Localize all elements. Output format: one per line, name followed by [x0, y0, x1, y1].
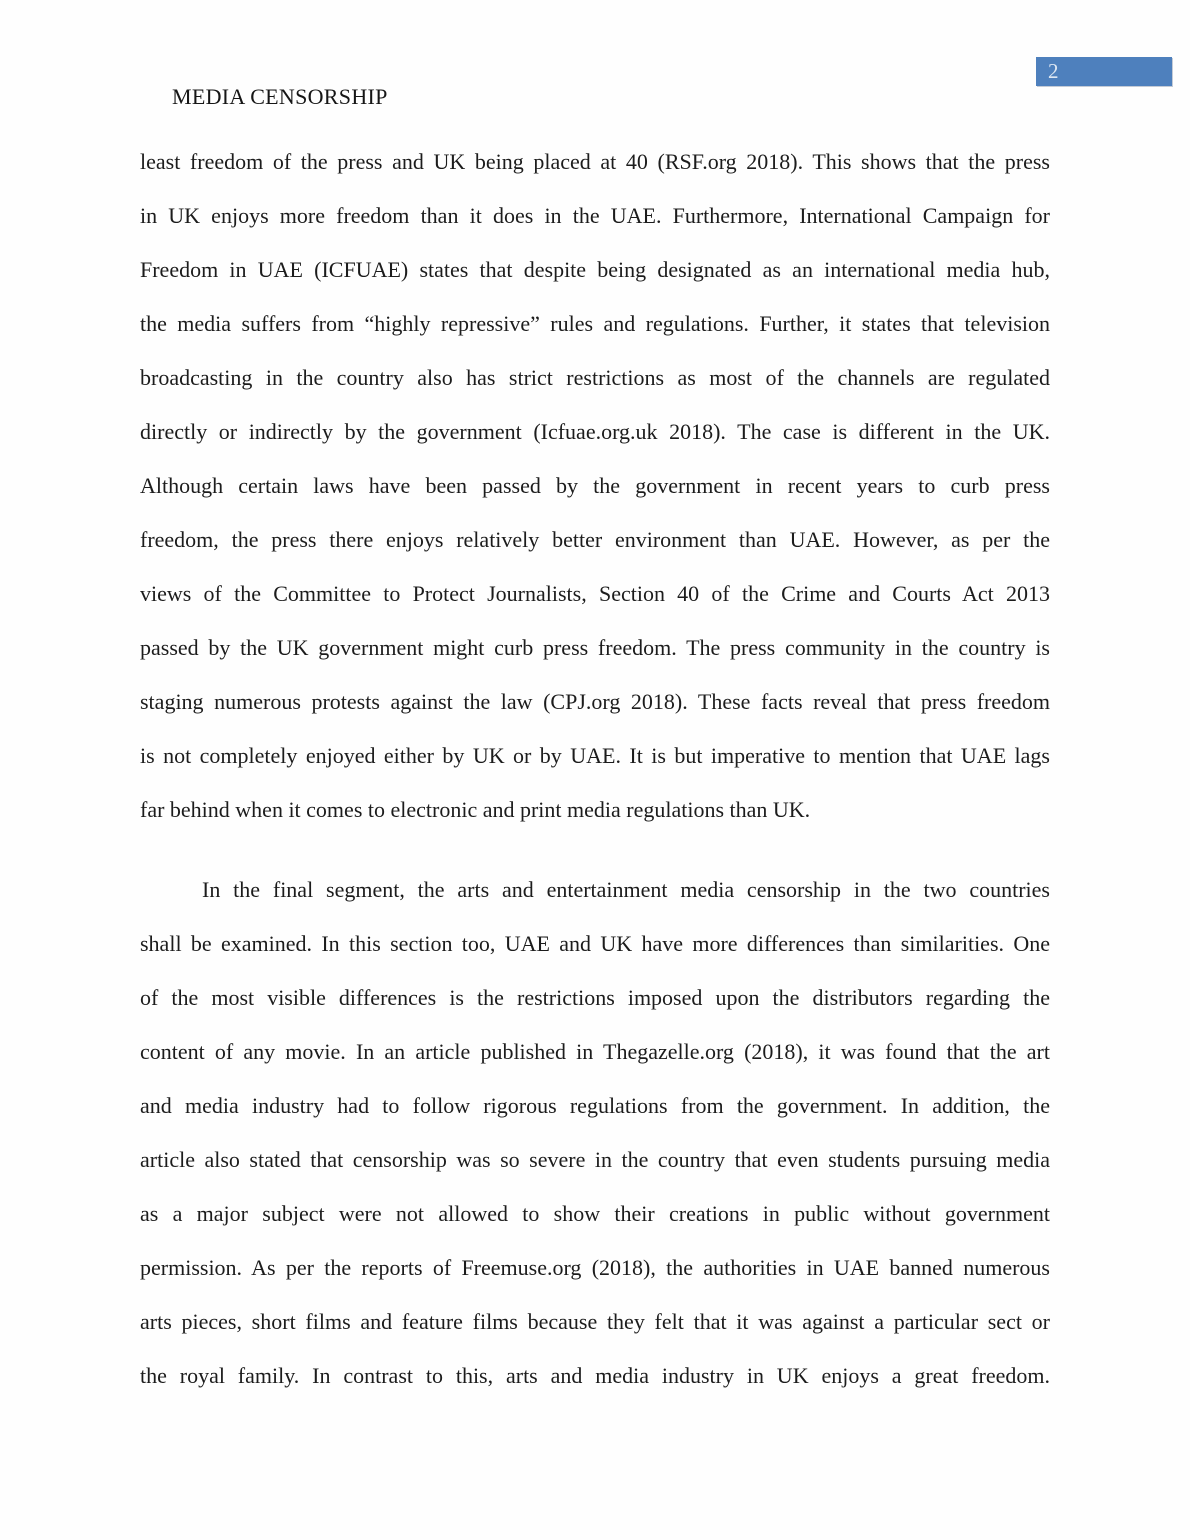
text-line: content of any movie. In an article published in Thegazelle.org (2018), it was found that the art	[140, 1039, 1050, 1064]
text-line: passed by the UK government might curb press freedom. The press community in the country is	[140, 635, 1050, 660]
text-line: the royal family. In contrast to this, arts and media industry in UK enjoys a great freedom.	[140, 1363, 1050, 1388]
text-line: far behind when it comes to electronic and print media regulations than UK.	[140, 797, 811, 822]
text-line: permission. As per the reports of Freemuse.org (2018), the authorities in UAE banned numerous	[140, 1255, 1050, 1280]
text-line: arts pieces, short films and feature films because they felt that it was against a particular sect or	[140, 1309, 1050, 1334]
text-line: is not completely enjoyed either by UK or by UAE. It is but imperative to mention that UAE lags	[140, 743, 1050, 768]
text-line: shall be examined. In this section too, UAE and UK have more differences than similarities. One	[140, 931, 1050, 956]
text-line: staging numerous protests against the law (CPJ.org 2018). These facts reveal that press freedom	[140, 689, 1050, 714]
text-line: Although certain laws have been passed by the government in recent years to curb press	[140, 473, 1050, 498]
text-line: of the most visible differences is the restrictions imposed upon the distributors regarding the	[140, 985, 1050, 1010]
text-line: In the final segment, the arts and entertainment media censorship in the two countries	[202, 877, 1050, 902]
text-line: article also stated that censorship was so severe in the country that even students pursuing media	[140, 1147, 1050, 1172]
text-line: the media suffers from “highly repressive” rules and regulations. Further, it states that television	[140, 311, 1050, 336]
paragraph-2	[140, 863, 1050, 1403]
text-line: Freedom in UAE (ICFUAE) states that despite being designated as an international media hub,	[140, 257, 1050, 282]
running-head: MEDIA CENSORSHIP	[172, 84, 388, 109]
document-body	[140, 135, 1050, 1403]
paragraph-1	[140, 135, 1050, 837]
text-line: freedom, the press there enjoys relatively better environment than UAE. However, as per the	[140, 527, 1050, 552]
page-number: 2	[1048, 59, 1059, 83]
text-line: views of the Committee to Protect Journalists, Section 40 of the Crime and Courts Act 2013	[140, 581, 1050, 606]
text-line: directly or indirectly by the government (Icfuae.org.uk 2018). The case is different in the UK.	[140, 419, 1050, 444]
page-number-badge	[1036, 57, 1172, 86]
text-line: least freedom of the press and UK being placed at 40 (RSF.org 2018). This shows that the press	[140, 149, 1050, 174]
text-line: as a major subject were not allowed to show their creations in public without government	[140, 1201, 1050, 1226]
text-line: in UK enjoys more freedom than it does in the UAE. Furthermore, International Campaign for	[140, 203, 1050, 228]
text-line: broadcasting in the country also has strict restrictions as most of the channels are regulated	[140, 365, 1050, 390]
text-line: and media industry had to follow rigorous regulations from the government. In addition, the	[140, 1093, 1050, 1118]
